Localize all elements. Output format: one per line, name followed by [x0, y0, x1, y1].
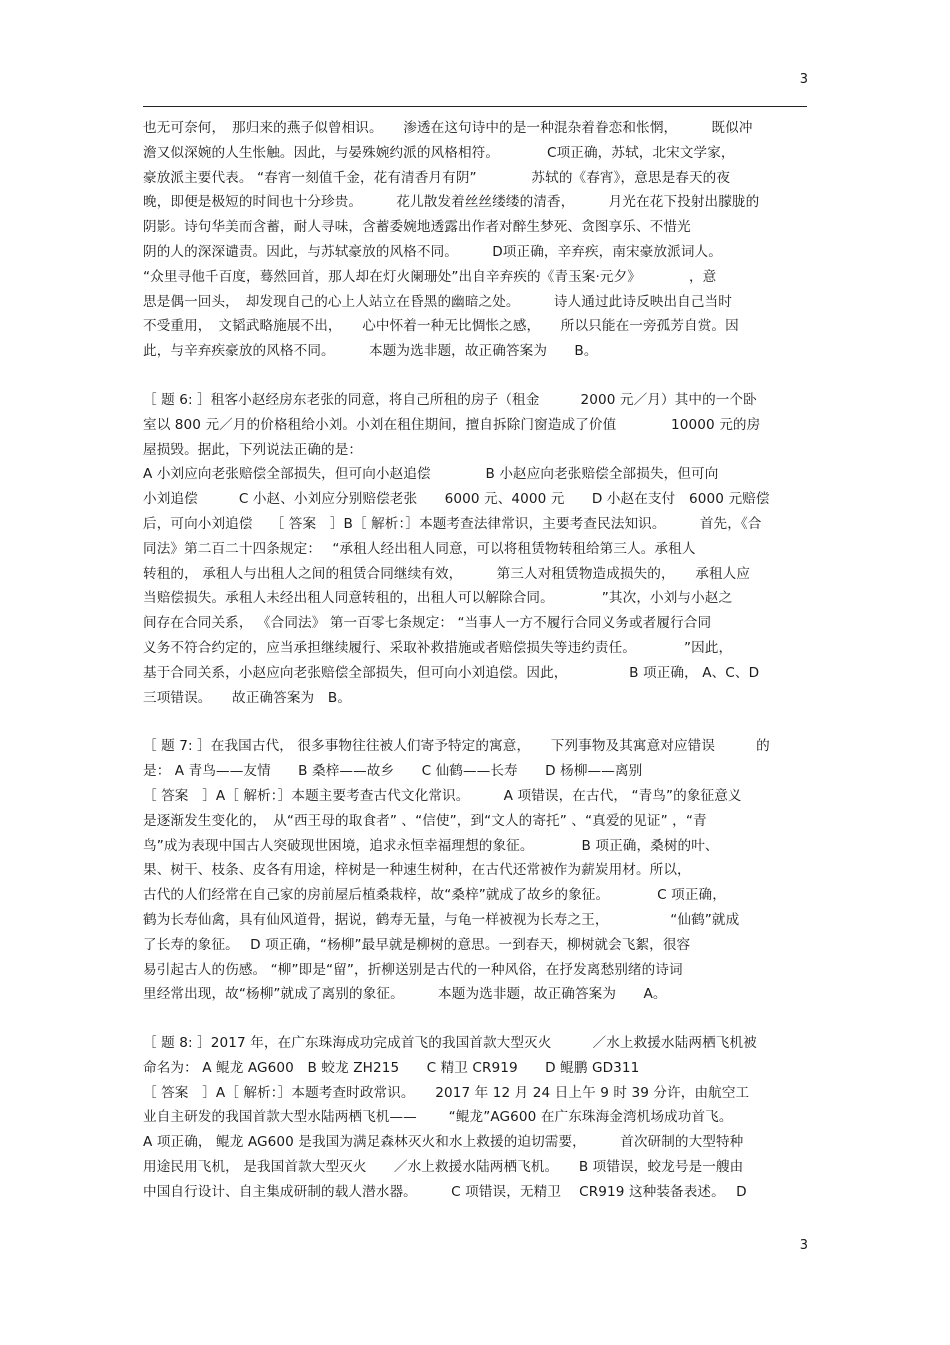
- text-line: ［ 题 8: ］2017 年，在广东珠海成功完成首飞的我国首款大型灭火 ／水上救援水陆两栖飞机被: [143, 1035, 757, 1052]
- text-line: 不受重用， 文韬武略施展不出， 心中怀着一种无比惆怅之感， 所以只能在一旁孤芳自赏。因: [143, 318, 739, 335]
- paragraph-gap: [143, 364, 807, 388]
- text-line: ［ 题 6: ］租客小赵经房东老张的同意，将自己所租的房子（租金 2000 元／月）其中的一个卧: [143, 391, 757, 408]
- text-line: 当赔偿损失。承租人未经出租人同意转租的，出租人可以解除合同。 ”其次，小刘与小赵之: [143, 590, 733, 607]
- text-line: 阴的人的深深谴责。因此，与苏轼豪放的风格不同。 D项正确，辛弃疾，南宋豪放派词人。: [143, 243, 722, 260]
- text-line: 三项错误。 故正确答案为 B。: [143, 689, 352, 706]
- text-line: 阴影。诗句华美而含蓄，耐人寻味，含蓄委婉地透露出作者对醉生梦死、贪图享乐、不惜光: [143, 219, 691, 236]
- text-line: 用途民用飞机， 是我国首款大型灭火 ／水上救援水陆两栖飞机。 B 项错误，蛟龙号是一艘由: [143, 1159, 744, 1176]
- text-line: 鸟”成为表现中国古人突破现世困境，追求永恒幸福理想的象征。 B 项正确，桑树的叶、: [143, 837, 719, 854]
- document-body: [143, 116, 807, 1205]
- text-line: “众里寻他千百度，蓦然回首，那人却在灯火阑珊处”出自辛弃疾的《青玉案·元夕》 ，意: [143, 268, 717, 285]
- text-line: 是逐渐发生变化的， 从“西王母的取食者” 、“信使”，到“文人的寄托” 、“真爱的见证” ，“青: [143, 812, 707, 829]
- text-line: 鹤为长寿仙禽，具有仙风道骨，据说，鹤寿无量，与龟一样被视为长寿之王， “仙鹤”就成: [143, 911, 740, 928]
- text-line: 业自主研发的我国首款大型水陆两栖飞机—— “鲲龙”AG600 在广东珠海金湾机场成功首飞。: [143, 1109, 733, 1126]
- text-line: 澹又似深婉的人生怅触。因此，与晏殊婉约派的风格相符。 C项正确，苏轼，北宋文学家，: [143, 144, 735, 161]
- paragraph-2: [143, 388, 807, 710]
- text-line: 义务不符合约定的，应当承担继续履行、采取补救措施或者赔偿损失等违约责任。 ”因此，: [143, 639, 733, 656]
- text-line: 转租的， 承租人与出租人之间的租赁合同继续有效， 第三人对租赁物造成损失的， 承租人应: [143, 565, 751, 582]
- page-number-bottom: 3: [799, 1238, 808, 1253]
- text-line: 也无可奈何， 那归来的燕子似曾相识。 渗透在这句诗中的是一种混杂着眷恋和怅惘， 既似冲: [143, 120, 753, 136]
- text-line: 豪放派主要代表。 “春宵一刻值千金，花有清香月有阴” 苏轼的《春宵》，意思是春天的夜: [143, 169, 731, 186]
- text-line: 基于合同关系，小赵应向老张赔偿全部损失，但可向小刘追偿。因此， B 项正确， A、C、D: [143, 664, 760, 681]
- text-line: 后，可向小刘追偿 ［ 答案 ］B［ 解析：］本题考查法律常识，主要考查民法知识。 首先，《合: [143, 515, 762, 532]
- paragraph-gap: [143, 1007, 807, 1031]
- paragraph-1: [143, 116, 807, 364]
- text-line: 中国自行设计、自主集成研制的载人潜水器。 C 项错误，无精卫 CR919 这种装备表述。 D: [143, 1183, 747, 1200]
- text-line: ［ 题 7: ］在我国古代， 很多事物往往被人们寄予特定的寓意， 下列事物及其寓意对应错误 的: [143, 738, 770, 755]
- text-line: 了长寿的象征。 D 项正确，“杨柳”最早就是柳树的意思。一到春天，柳树就会飞絮，很容: [143, 936, 691, 953]
- paragraph-4: [143, 1031, 807, 1205]
- paragraph-3: [143, 734, 807, 1007]
- text-line: 是： A 青鸟——友情 B 桑梓——故乡 C 仙鹤——长寿 D 杨柳——离别: [143, 763, 643, 780]
- header-rule: [143, 106, 807, 107]
- text-line: 果、树干、枝条、皮各有用途，梓树是一种速生树种，在古代还常被作为薪炭用材。所以，: [143, 862, 691, 879]
- text-line: A 小刘应向老张赔偿全部损失，但可向小赵追偿 B 小赵应向老张赔偿全部损失，但可向: [143, 466, 719, 483]
- text-line: 间存在合同关系， 《合同法》 第一百零七条规定： “当事人一方不履行合同义务或者履行合同: [143, 615, 712, 632]
- text-line: 思是偶一回头， 却发现自己的心上人站立在昏黑的幽暗之处。 诗人通过此诗反映出自己当时: [143, 293, 732, 310]
- text-line: 屋损毁。据此，下列说法正确的是：: [143, 441, 363, 458]
- page-number-top: 3: [799, 72, 808, 87]
- text-line: 小刘追偿 C 小赵、小刘应分别赔偿老张 6000 元、4000 元 D 小赵在支付 6000 元赔偿: [143, 491, 770, 508]
- text-line: 同法》第二百二十四条规定： “承租人经出租人同意，可以将租赁物转租给第三人。承租人: [143, 540, 696, 557]
- text-line: 里经常出现，故“杨柳”就成了离别的象征。 本题为选非题，故正确答案为 A。: [143, 986, 667, 1003]
- paragraph-gap: [143, 710, 807, 734]
- text-line: 易引起古人的伤感。 “柳”即是“留”，折柳送别是古代的一种风俗，在抒发离愁别绪的诗词: [143, 961, 683, 978]
- text-line: 古代的人们经常在自己家的房前屋后植桑栽梓，故“桑梓”就成了故乡的象征。 C 项正确，: [143, 887, 726, 904]
- text-line: 命名为： A 鲲龙 AG600 B 蛟龙 ZH215 C 精卫 CR919 D 鲲鹏 GD311: [143, 1059, 640, 1076]
- text-line: 此，与辛弃疾豪放的风格不同。 本题为选非题，故正确答案为 B。: [143, 343, 598, 360]
- text-line: ［ 答案 ］A［ 解析：］本题考查时政常识。 2017 年 12 月 24 日上午 9 时 39 分许，由航空工: [143, 1084, 750, 1101]
- text-line: ［ 答案 ］A［ 解析：］本题主要考查古代文化常识。 A 项错误，在古代， “青鸟”的象征意义: [143, 787, 742, 804]
- text-line: 室以 800 元／月的价格租给小刘。小刘在租住期间，擅自拆除门窗造成了价值 10000 元的房: [143, 416, 761, 433]
- text-line: A 项正确， 鲲龙 AG600 是我国为满足森林灭火和水上救援的迫切需要， 首次研制的大型特种: [143, 1134, 744, 1151]
- text-line: 晚，即便是极短的时间也十分珍贵。 花儿散发着丝丝缕缕的清香， 月光在花下投射出朦胧的: [143, 194, 760, 211]
